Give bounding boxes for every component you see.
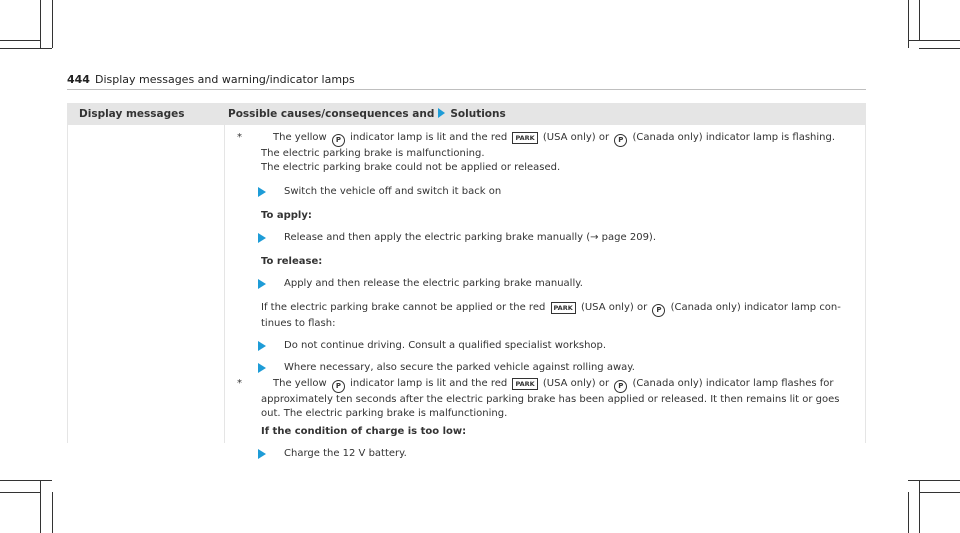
crop-mark xyxy=(919,48,960,49)
cause-line: The electric parking brake could not be applied or released. xyxy=(261,162,561,173)
solution-step xyxy=(236,185,856,199)
crop-mark xyxy=(40,0,41,48)
crop-mark xyxy=(919,480,920,533)
text: (Canada only) indicator lamp flashes for xyxy=(632,378,834,389)
step-text: Apply and then release the electric parking brake manually. xyxy=(284,278,583,289)
text: The yellow xyxy=(273,132,327,143)
parking-brake-icon: P xyxy=(614,380,627,393)
park-icon: PARK xyxy=(551,302,576,314)
solution-step xyxy=(236,277,856,291)
text: (USA only) or xyxy=(580,302,648,313)
solution-step xyxy=(236,361,856,375)
arrow-right-icon xyxy=(258,363,266,373)
text: (USA only) or xyxy=(542,132,610,143)
table-header xyxy=(67,103,866,125)
step-text: Do not continue driving. Consult a qualified specialist workshop. xyxy=(284,340,607,351)
crop-mark xyxy=(52,0,53,48)
subheading-to-apply: To apply: xyxy=(261,210,312,221)
crop-mark xyxy=(40,480,41,533)
table-border-left xyxy=(67,103,68,443)
park-icon: PARK xyxy=(512,132,537,144)
crop-mark xyxy=(0,40,40,41)
text: If the electric parking brake cannot be applied or the red xyxy=(261,302,546,313)
cause-item-2 xyxy=(236,377,856,393)
step-text: Switch the vehicle off and switch it back on xyxy=(284,186,502,197)
bullet: * xyxy=(237,132,242,143)
step-text: Where necessary, also secure the parked vehicle against rolling away. xyxy=(284,362,635,373)
text: indicator lamp is lit and the red xyxy=(350,378,508,389)
parking-brake-icon: P xyxy=(332,380,345,393)
cause-line: approximately ten seconds after the electric parking brake has been applied or released. It then remains lit or goes xyxy=(261,394,840,405)
subheading-to-release: To release: xyxy=(261,256,323,267)
arrow-right-icon xyxy=(258,233,266,243)
column-header-display-messages: Display messages xyxy=(79,108,185,120)
parking-brake-icon: P xyxy=(652,304,665,317)
crop-mark xyxy=(0,492,40,493)
table-border-right xyxy=(865,103,866,443)
parking-brake-icon: P xyxy=(614,134,627,147)
crop-mark xyxy=(908,40,960,41)
solutions-cell xyxy=(236,131,856,461)
cause-line xyxy=(273,377,856,393)
bullet: * xyxy=(237,378,242,389)
solution-step xyxy=(236,447,856,461)
parking-brake-icon: P xyxy=(332,134,345,147)
column-header-causes: Possible causes/consequences and xyxy=(228,108,435,120)
step-text: Release and then apply the electric parking brake manually (→ page 209). xyxy=(284,232,657,243)
crop-mark xyxy=(919,492,960,493)
arrow-right-icon xyxy=(258,187,266,197)
crop-mark xyxy=(908,480,960,481)
arrow-right-icon xyxy=(258,341,266,351)
text: (Canada only) indicator lamp is flashing. xyxy=(632,132,836,143)
cause-line xyxy=(273,131,856,147)
park-icon: PARK xyxy=(512,378,537,390)
column-header-solutions: Solutions xyxy=(450,108,506,120)
text: indicator lamp is lit and the red xyxy=(350,132,508,143)
crop-mark xyxy=(919,0,920,40)
column-header-causes-solutions xyxy=(228,108,506,120)
crop-mark xyxy=(908,0,909,48)
crop-mark xyxy=(52,492,53,533)
crop-mark xyxy=(0,480,52,481)
cause-item-1 xyxy=(236,131,856,147)
arrow-right-icon xyxy=(258,449,266,459)
table-column-divider xyxy=(224,103,225,443)
condition-line: tinues to flash: xyxy=(261,318,336,329)
text: (Canada only) indicator lamp con- xyxy=(670,302,841,313)
arrow-right-icon xyxy=(258,279,266,289)
text: The yellow xyxy=(273,378,327,389)
page-header xyxy=(67,73,355,86)
page-number: 444 xyxy=(67,73,90,86)
step-text: Charge the 12 V battery. xyxy=(284,448,407,459)
arrow-right-icon xyxy=(438,108,445,118)
solution-step xyxy=(236,231,856,245)
condition-line xyxy=(236,301,856,317)
crop-mark xyxy=(0,48,52,49)
subheading-low-charge: If the condition of charge is too low: xyxy=(261,426,467,437)
solution-step xyxy=(236,339,856,353)
cause-line: out. The electric parking brake is malfunctioning. xyxy=(261,408,508,419)
crop-mark xyxy=(908,492,909,533)
page-title: Display messages and warning/indicator lamps xyxy=(94,73,355,86)
cause-line: The electric parking brake is malfunctioning. xyxy=(261,148,485,159)
text: (USA only) or xyxy=(542,378,610,389)
header-rule xyxy=(67,89,866,90)
